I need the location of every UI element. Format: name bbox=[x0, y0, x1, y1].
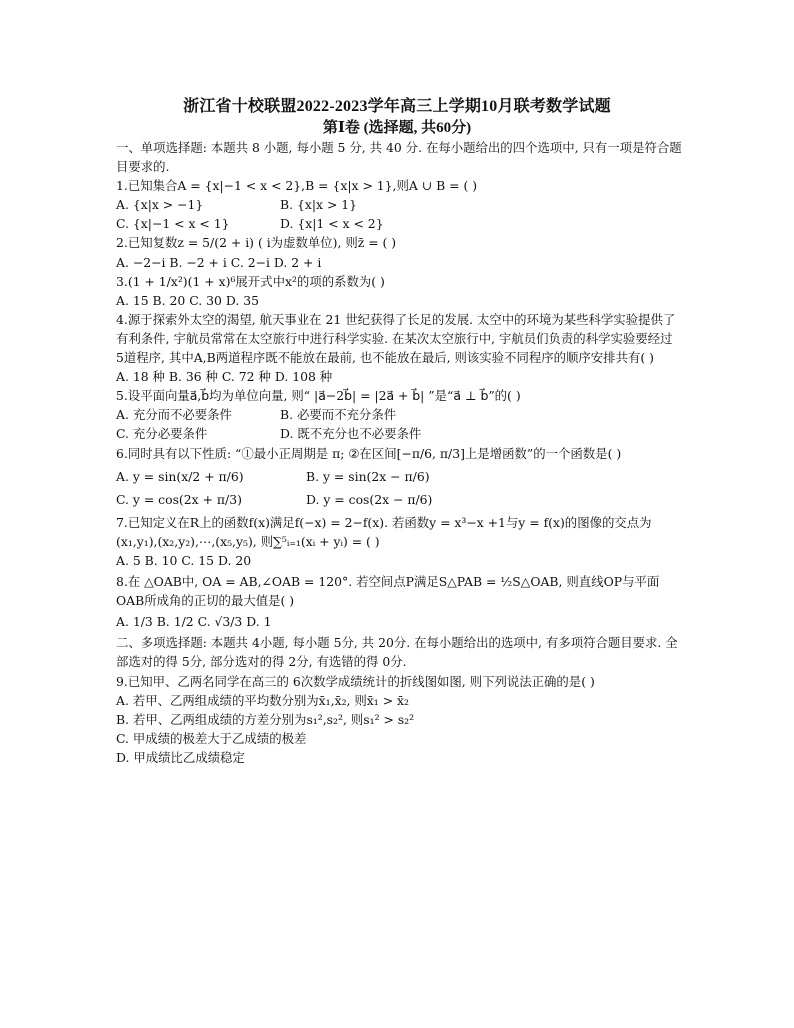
q5-option-c: C. 充分必要条件 bbox=[116, 426, 208, 442]
exam-title: 浙江省十校联盟2022-2023学年高三上学期10月联考数学试题 bbox=[183, 98, 611, 115]
section1-heading: 一、单项选择题: 本题共 8 小题, 每小题 5 分, 共 40 分. 在每小题给出的四个选项中, 只有一项是符合题目要求的. bbox=[116, 140, 682, 175]
q9-stem: 9.已知甲、乙两名同学在高三的 6次数学成绩统计的折线图如图, 则下列说法正确的是( ) bbox=[116, 673, 595, 689]
q9-option-b: B. 若甲、乙两组成绩的方差分别为s₁²,s₂², 则s₁² > s₂² bbox=[116, 711, 415, 727]
q9-option-d: D. 甲成绩比乙成绩稳定 bbox=[116, 749, 245, 765]
q5-option-a: A. 充分而不必要条件 bbox=[116, 407, 232, 423]
q1-option-b: B. {x|x > 1} bbox=[280, 197, 358, 213]
q6-options-row2 bbox=[116, 490, 682, 509]
q2-stem: 2.已知复数z = 5/(2 + i) ( i为虚数单位), 则z̄ = ( ) bbox=[116, 235, 397, 251]
q1-option-c: C. {x|−1 < x < 1} bbox=[116, 216, 230, 232]
q7-stem: 7.已知定义在R上的函数f(x)满足f(−x) = 2−f(x). 若函数y = x³−x +1与y = f(x)的图像的交点为(x₁,y₁),(x₂,y₂),⋯,(x₅,y₅), 则∑⁵ᵢ₌₁(xᵢ + yᵢ) = ( ) bbox=[116, 514, 652, 549]
q9-option-a: A. 若甲、乙两组成绩的平均数分别为x̄₁,x̄₂, 则x̄₁ > x̄₂ bbox=[116, 692, 409, 708]
q5-options-row1 bbox=[116, 405, 682, 424]
q1-options-row1 bbox=[116, 195, 682, 214]
q5-stem: 5.设平面向量a⃗,b⃗均为单位向量, 则“ |a⃗−2b⃗| = |2a⃗ + b⃗| ”是“a⃗ ⊥ b⃗”的( ) bbox=[116, 388, 521, 404]
q1-options-row2 bbox=[116, 214, 682, 233]
q8-stem: 8.在 △OAB中, OA = AB,∠OAB = 120°. 若空间点P满足S△PAB = ½S△OAB, 则直线OP与平面OAB所成角的正切的最大值是( ) bbox=[116, 574, 660, 609]
q5-options-row2 bbox=[116, 424, 682, 443]
q4-options: A. 18 种 B. 36 种 C. 72 种 D. 108 种 bbox=[116, 369, 333, 385]
q6-option-a: A. y = sin(x/2 + π/6) bbox=[116, 468, 244, 484]
exam-subtitle: 第Ⅰ卷 (选择题, 共60分) bbox=[322, 120, 472, 136]
q4-stem: 4.源于探索外太空的渴望, 航天事业在 21 世纪获得了长足的发展. 太空中的环境为某些科学实验提供了有利条件, 宇航员常常在太空旅行中进行科学实验. 在某次太空旅行中, 宇航员们负责的科学实验要经过 5道程序, 其中A,B两道程序既不能放在最前, 也不能放在最后, 则该实验不同程序的顺序安排共有( ) bbox=[116, 311, 676, 366]
q8-options: A. 1/3 B. 1/2 C. √3/3 D. 1 bbox=[116, 614, 272, 630]
section2-heading: 二、多项选择题: 本题共 4小题, 每小题 5分, 共 20分. 在每小题给出的选项中, 有多项符合题目要求. 全部选对的得 5分, 部分选对的得 2分, 有选错的得 0分. bbox=[116, 635, 678, 670]
q3-options: A. 15 B. 20 C. 30 D. 35 bbox=[116, 292, 259, 308]
q6-option-b: B. y = sin(2x − π/6) bbox=[306, 468, 430, 484]
q2-options: A. −2−i B. −2 + i C. 2−i D. 2 + i bbox=[116, 254, 322, 270]
exam-body bbox=[116, 138, 682, 767]
q3-stem: 3.(1 + 1/x²)(1 + x)⁶展开式中x²的项的系数为( ) bbox=[116, 273, 385, 289]
q6-options-row1 bbox=[116, 467, 682, 486]
q5-option-d: D. 既不充分也不必要条件 bbox=[280, 426, 422, 442]
q9-option-c: C. 甲成绩的极差大于乙成绩的极差 bbox=[116, 730, 307, 746]
q5-option-b: B. 必要而不充分条件 bbox=[280, 407, 397, 423]
q6-stem: 6.同时具有以下性质: “①最小正周期是 π; ②在区间[−π/6, π/3]上是增函数”的一个函数是( ) bbox=[116, 445, 622, 461]
q1-stem: 1.已知集合A = {x|−1 < x < 2},B = {x|x > 1},则A ∪ B = ( ) bbox=[116, 178, 478, 194]
q6-option-d: D. y = cos(2x − π/6) bbox=[306, 491, 433, 507]
q1-option-a: A. {x|x > −1} bbox=[116, 197, 204, 213]
q7-options: A. 5 B. 10 C. 15 D. 20 bbox=[116, 552, 252, 568]
q6-option-c: C. y = cos(2x + π/3) bbox=[116, 491, 242, 507]
q1-option-d: D. {x|1 < x < 2} bbox=[280, 216, 384, 232]
